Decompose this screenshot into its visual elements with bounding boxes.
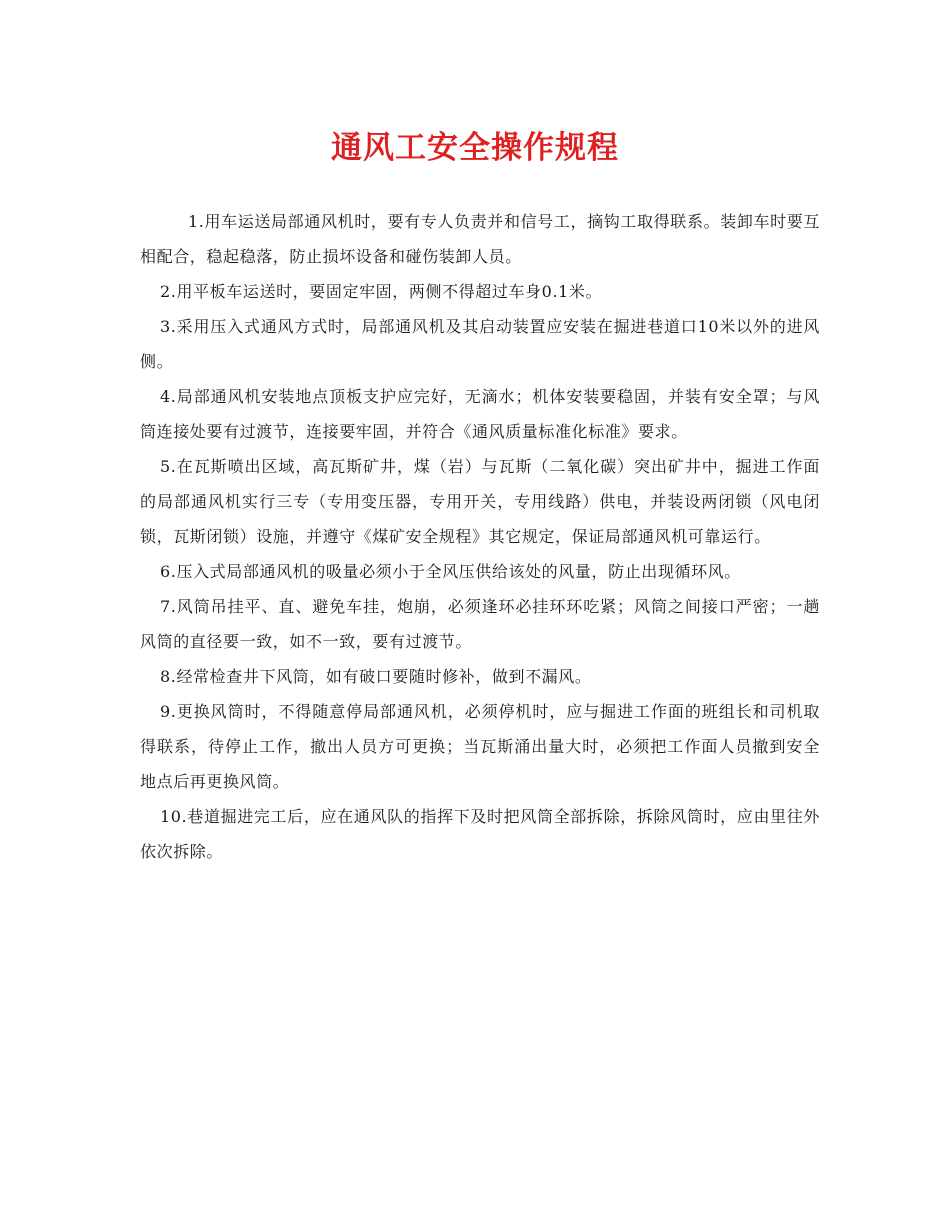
paragraph-3: 3.采用压入式通风方式时，局部通风机及其启动装置应安装在掘进巷道口10米以外的进风侧。 — [140, 317, 820, 371]
paragraph-6: 6.压入式局部通风机的吸量必须小于全风压供给该处的风量，防止出现循环风。 — [160, 562, 741, 581]
paragraph-8: 8.经常检查井下风筒，如有破口要随时修补，做到不漏风。 — [160, 667, 592, 686]
paragraph-10: 10.巷道掘进完工后，应在通风队的指挥下及时把风筒全部拆除，拆除风筒时，应由里往外依次拆除。 — [140, 807, 820, 861]
paragraph-7: 7.风筒吊挂平、直、避免车挂，炮崩，必须逢环必挂环环吃紧；风筒之间接口严密；一趟风筒的直径要一致，如不一致，要有过渡节。 — [140, 597, 820, 651]
document-title: 通风工安全操作规程 — [331, 130, 619, 166]
document-body — [140, 204, 820, 869]
paragraph-4: 4.局部通风机安装地点顶板支护应完好，无滴水；机体安装要稳固，并装有安全罩；与风筒连接处要有过渡节，连接要牢固，并符合《通风质量标准化标准》要求。 — [140, 387, 820, 441]
paragraph-9: 9.更换风筒时，不得随意停局部通风机，必须停机时，应与掘进工作面的班组长和司机取得联系，待停止工作，撤出人员方可更换；当瓦斯涌出量大时，必须把工作面人员撤到安全地点后再更换风筒。 — [140, 702, 820, 791]
paragraph-1: 1.用车运送局部通风机时，要有专人负责并和信号工，摘钩工取得联系。装卸车时要互相配合，稳起稳落，防止损坏设备和碰伤装卸人员。 — [140, 212, 820, 266]
paragraph-5: 5.在瓦斯喷出区域，高瓦斯矿井，煤（岩）与瓦斯（二氧化碳）突出矿井中，掘进工作面的局部通风机实行三专（专用变压器，专用开关，专用线路）供电，并装设两闭锁（风电闭锁，瓦斯闭锁）设施，并遵守《煤矿安全规程》其它规定，保证局部通风机可靠运行。 — [140, 457, 820, 546]
paragraph-2: 2.用平板车运送时，要固定牢固，两侧不得超过车身0.1米。 — [160, 282, 603, 301]
